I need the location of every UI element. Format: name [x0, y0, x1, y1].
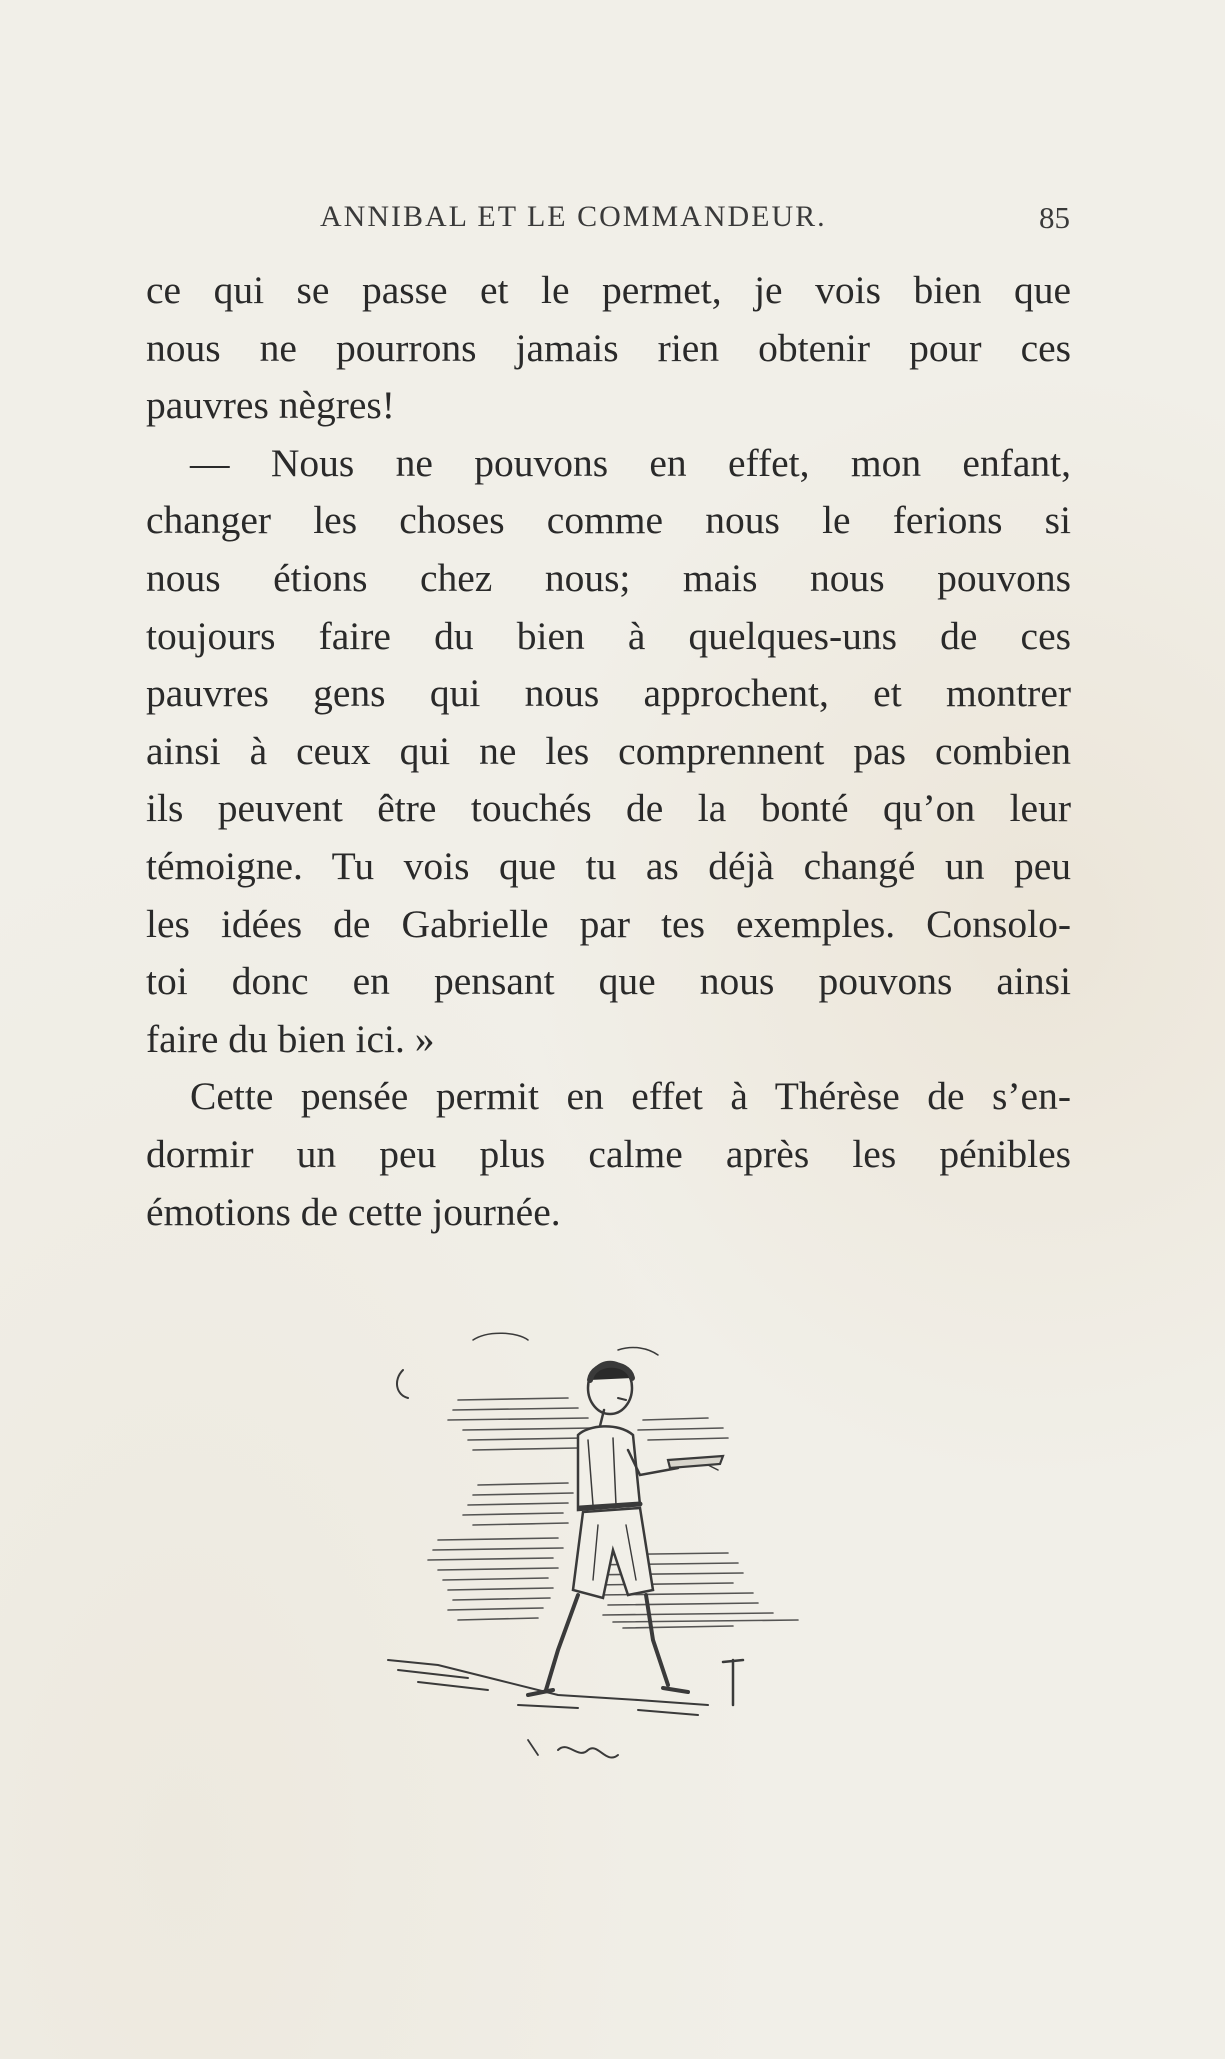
- running-head: [145, 200, 1070, 250]
- text-line: pauvres gens qui nous approchent, et montrer: [146, 671, 1071, 716]
- text-line: toujours faire du bien à quelques-uns de ces: [146, 613, 1071, 658]
- text-line: ce qui se passe et le permet, je vois bien que: [146, 268, 1071, 312]
- page-number: 85: [1039, 200, 1070, 235]
- text-line: nous ne pourrons jamais rien obtenir pour ces: [146, 325, 1071, 370]
- text-line: les idées de Gabrielle par tes exemples. Consolo-: [146, 901, 1071, 946]
- text-line: Cette pensée permit en effet à Thérèse de s’en-: [190, 1074, 1071, 1119]
- body-text: [146, 262, 1071, 1241]
- text-line: faire du bien ici. »: [146, 1016, 435, 1061]
- text-line: changer les choses comme nous le ferions si: [146, 498, 1071, 543]
- text-line: dormir un peu plus calme après les pénibles: [146, 1131, 1071, 1176]
- text-line: ainsi à ceux qui ne les comprennent pas combien: [146, 728, 1071, 773]
- text-line: témoigne. Tu vois que tu as déjà changé un peu: [146, 843, 1071, 888]
- text-line: pauvres nègres!: [146, 383, 395, 428]
- text-line: nous étions chez nous; mais nous pouvons: [146, 555, 1071, 600]
- text-line: ils peuvent être touchés de la bonté qu’on leur: [146, 786, 1071, 831]
- running-title: ANNIBAL ET LE COMMANDEUR.: [320, 200, 827, 233]
- text-line: — Nous ne pouvons en effet, mon enfant,: [190, 440, 1071, 485]
- text-line: toi donc en pensant que nous pouvons ainsi: [146, 959, 1071, 1004]
- text-line: émotions de cette journée.: [146, 1189, 561, 1234]
- vignette-illustration: [378, 1310, 848, 1820]
